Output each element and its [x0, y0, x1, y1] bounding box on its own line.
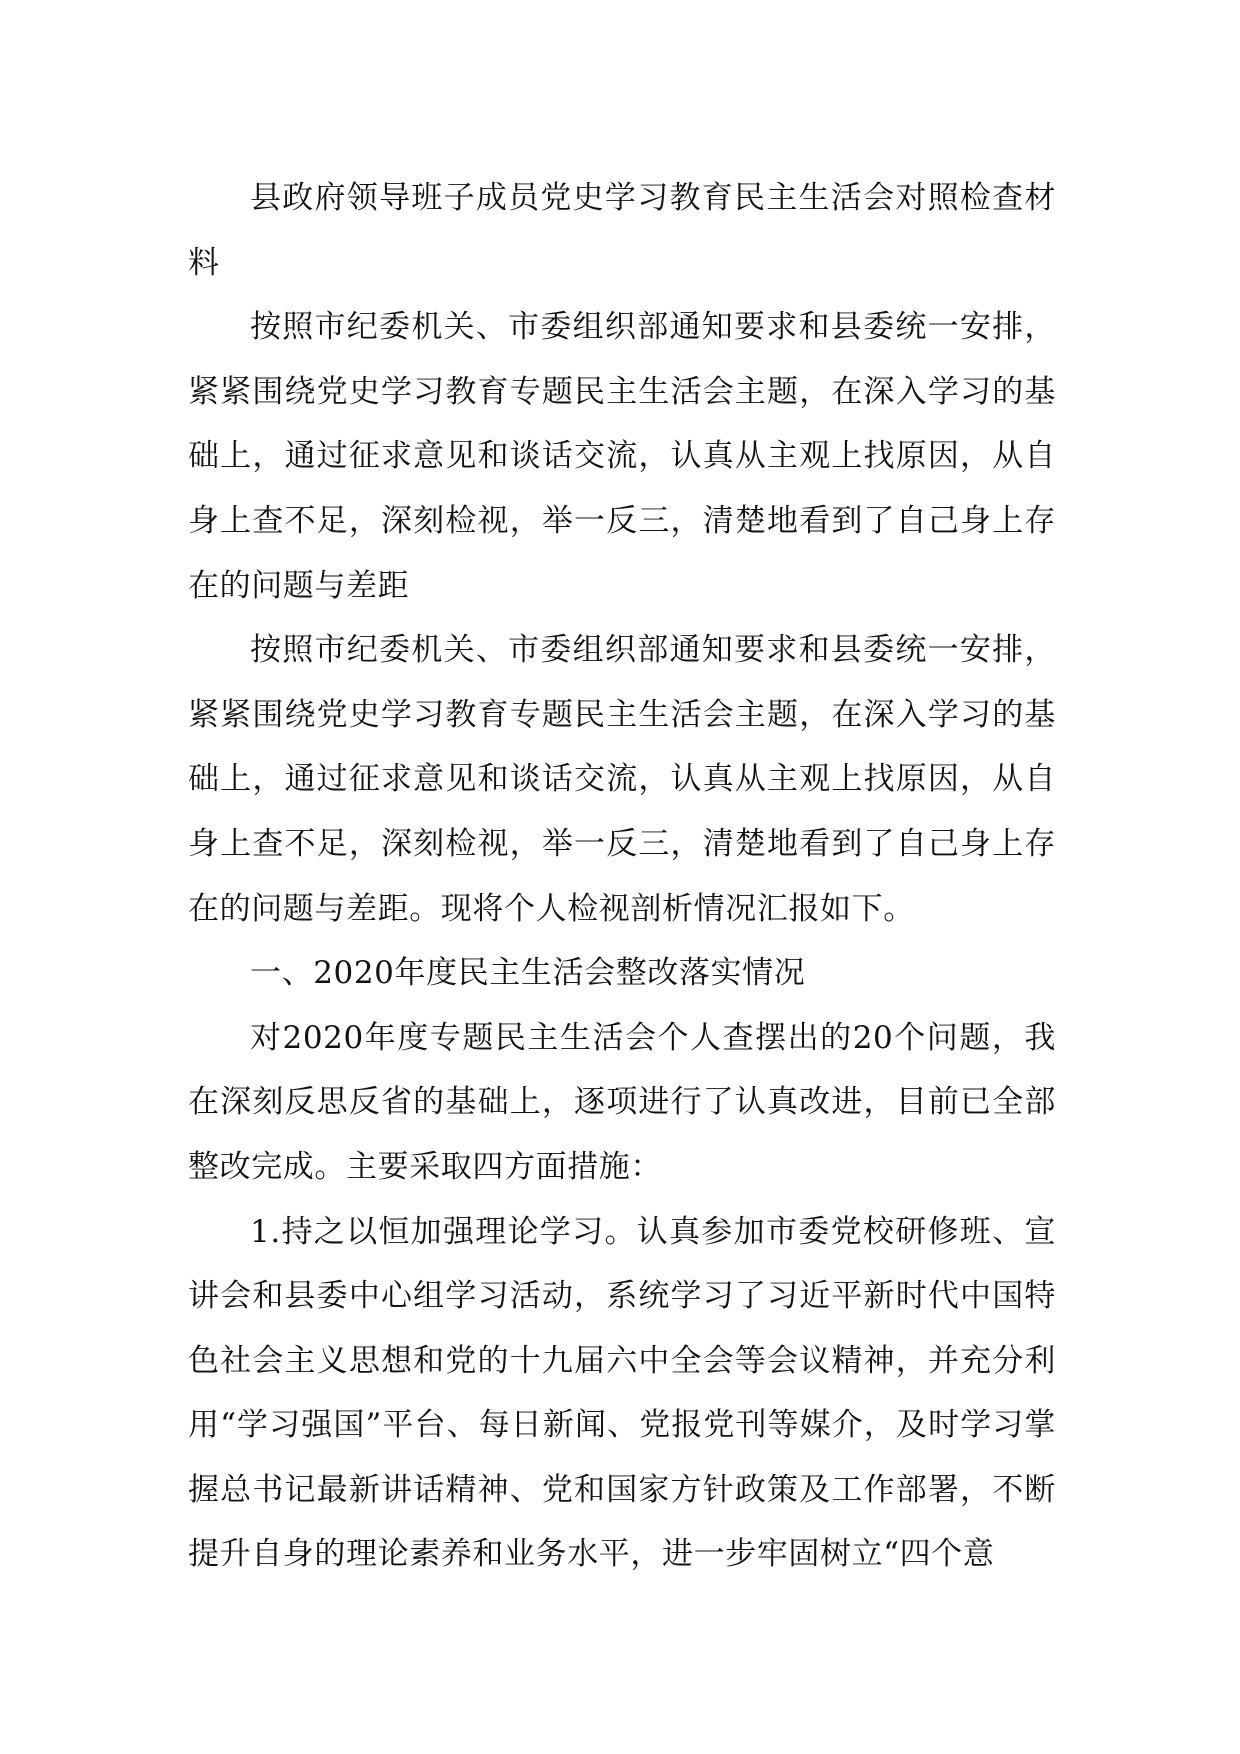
intro-paragraph-1: 按照市纪委机关、市委组织部通知要求和县委统一安排，紧紧围绕党史学习教育专题民主生活会主题，在深入学习的基础上，通过征求意见和谈话交流，认真从主观上找原因，从自身上查不足，深刻检视，举一反三，清楚地看到了自己身上存在的问题与差距	[188, 309, 1056, 604]
intro-paragraph-2: 按照市纪委机关、市委组织部通知要求和县委统一安排，紧紧围绕党史学习教育专题民主生活会主题，在深入学习的基础上，通过征求意见和谈话交流，认真从主观上找原因，从自身上查不足，深刻检视，举一反三，清楚地看到了自己身上存在的问题与差距。现将个人检视剖析情况汇报如下。	[188, 632, 1056, 927]
section-paragraph-2: 1.持之以恒加强理论学习。认真参加市委党校研修班、宣讲会和县委中心组学习活动，系统学习了习近平新时代中国特色社会主义思想和党的十九届六中全会等会议精神，并充分利用“学习强国”平台、每日新闻、党报党刊等媒介，及时学习掌握总书记最新讲话精神、党和国家方针政策及工作部署，不断提升自身的理论素养和业务水平，进一步牢固树立“四个意	[188, 1213, 1056, 1573]
document-body	[188, 166, 1056, 1587]
section-paragraph-1: 对2020年度专题民主生活会个人查摆出的20个问题，我在深刻反思反省的基础上，逐项进行了认真改进，目前已全部整改完成。主要采取四方面措施：	[188, 1019, 1056, 1185]
document-title: 县政府领导班子成员党史学习教育民主生活会对照检查材料	[188, 180, 1056, 281]
section-heading: 一、2020年度民主生活会整改落实情况	[250, 955, 806, 992]
